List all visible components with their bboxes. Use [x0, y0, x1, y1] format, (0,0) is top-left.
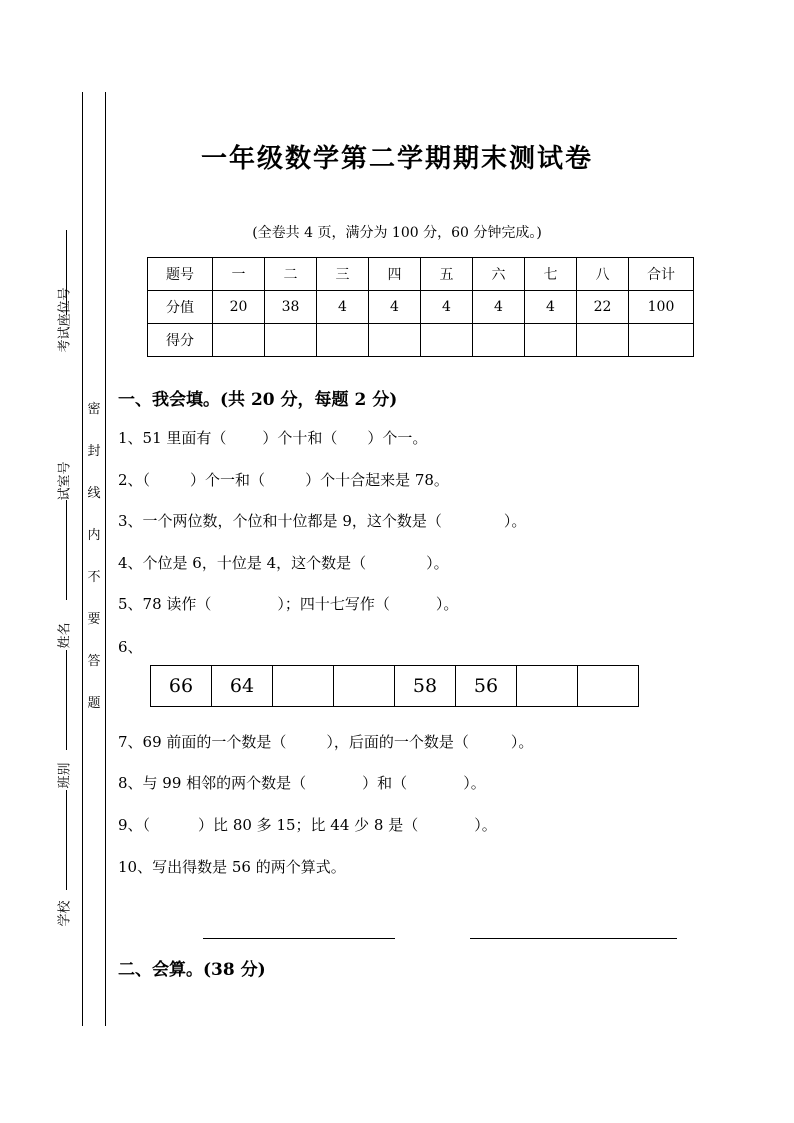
- side-label-class: 班别: [57, 762, 73, 789]
- table-cell: 100: [629, 291, 694, 324]
- table-cell: 38: [265, 291, 317, 324]
- seal-char: 内: [87, 528, 101, 543]
- score-entry-cell[interactable]: [421, 324, 473, 357]
- table-cell: 合计: [629, 258, 694, 291]
- sequence-blank-cell[interactable]: [578, 666, 639, 707]
- table-cell: 六: [473, 258, 525, 291]
- question-text: 4、个位是 6，十位是 4，这个数是（: [118, 554, 367, 572]
- score-entry-cell[interactable]: [629, 324, 694, 357]
- table-cell: 4: [473, 291, 525, 324]
- question-text: 3、一个两位数，个位和十位都是 9，这个数是（: [118, 512, 442, 530]
- sequence-blank-cell[interactable]: [517, 666, 578, 707]
- answer-line[interactable]: [470, 938, 677, 939]
- seal-char: 封: [87, 444, 101, 459]
- question-4: [118, 552, 449, 573]
- question-text: 8、与 99 相邻的两个数是（: [118, 774, 307, 792]
- side-label-name: 姓名: [57, 622, 73, 649]
- question-text: ）。: [510, 733, 534, 751]
- seal-char: 不: [87, 570, 101, 585]
- number-sequence-table: [150, 665, 639, 707]
- sequence-cell: 66: [151, 666, 212, 707]
- question-text: ）。: [463, 774, 486, 792]
- table-row: [148, 258, 694, 291]
- side-label-seat-number: 考试座位号: [57, 287, 73, 353]
- question-3: [118, 510, 526, 531]
- question-text: 7、69 前面的一个数是（: [118, 733, 287, 751]
- score-entry-cell[interactable]: [577, 324, 629, 357]
- side-label-room-number: 试室号: [57, 461, 73, 501]
- sequence-blank-cell[interactable]: [273, 666, 334, 707]
- question-9: [118, 814, 497, 835]
- question-text: ）。: [435, 595, 459, 613]
- sequence-blank-cell[interactable]: [334, 666, 395, 707]
- seal-char: 要: [87, 612, 101, 627]
- score-entry-cell[interactable]: [525, 324, 577, 357]
- question-text: ）个一和（: [190, 471, 266, 489]
- score-entry-cell[interactable]: [369, 324, 421, 357]
- table-cell: 4: [421, 291, 473, 324]
- table-cell: 4: [525, 291, 577, 324]
- table-row: [151, 666, 639, 707]
- question-text: ）比 80 多 15；比 44 少 8 是（: [198, 816, 419, 834]
- room-number-underline: [66, 500, 67, 600]
- score-entry-cell[interactable]: [317, 324, 369, 357]
- table-cell: 三: [317, 258, 369, 291]
- seat-number-underline: [66, 230, 67, 315]
- side-label-school: 学校: [57, 900, 73, 927]
- seal-char: 题: [87, 696, 101, 711]
- question-text: ），后面的一个数是（: [326, 733, 469, 751]
- question-text: ）；四十七写作（: [277, 595, 390, 613]
- table-cell: 得分: [148, 324, 213, 357]
- question-7: [118, 731, 533, 752]
- question-text: ）个十和（: [262, 429, 338, 447]
- question-6: 6、: [118, 638, 143, 656]
- section-heading-fill-in: 一、我会填。(共 20 分，每题 2 分): [118, 390, 398, 410]
- seal-char: 答: [87, 654, 101, 669]
- question-text: ）。: [503, 512, 527, 530]
- question-text: 1、51 里面有（: [118, 429, 227, 447]
- page-title: 一年级数学第二学期期末测试卷: [200, 144, 593, 174]
- question-text: ）。: [474, 816, 497, 834]
- question-text: 5、78 读作（: [118, 595, 212, 613]
- sequence-cell: 56: [456, 666, 517, 707]
- table-cell: 八: [577, 258, 629, 291]
- table-cell: 四: [369, 258, 421, 291]
- question-text: ）。: [426, 554, 449, 572]
- score-table: [147, 257, 694, 357]
- seal-char: 线: [87, 486, 101, 501]
- question-text: 9、（: [118, 816, 151, 834]
- question-1: [118, 427, 427, 448]
- question-8: [118, 772, 486, 793]
- seal-char: 密: [87, 402, 101, 417]
- table-cell: 4: [369, 291, 421, 324]
- score-entry-cell[interactable]: [265, 324, 317, 357]
- exam-note: (全卷共 4 页，满分为 100 分，60 分钟完成。): [252, 225, 542, 241]
- table-cell: 七: [525, 258, 577, 291]
- question-text: 2、（: [118, 471, 151, 489]
- class-underline: [66, 790, 67, 890]
- question-2: [118, 469, 449, 490]
- table-cell: 20: [213, 291, 265, 324]
- table-row: [148, 291, 694, 324]
- question-text: ）个十合起来是 78。: [305, 471, 449, 489]
- sequence-cell: 58: [395, 666, 456, 707]
- question-5: [118, 593, 458, 614]
- table-cell: 4: [317, 291, 369, 324]
- table-cell: 分值: [148, 291, 213, 324]
- table-cell: 题号: [148, 258, 213, 291]
- table-cell: 一: [213, 258, 265, 291]
- table-cell: 五: [421, 258, 473, 291]
- table-cell: 二: [265, 258, 317, 291]
- question-10: 10、写出得数是 56 的两个算式。: [118, 858, 346, 876]
- score-entry-cell[interactable]: [473, 324, 525, 357]
- name-underline: [66, 650, 67, 750]
- question-text: ）个一。: [367, 429, 428, 447]
- sequence-cell: 64: [212, 666, 273, 707]
- score-entry-cell[interactable]: [213, 324, 265, 357]
- section-heading-calculate: 二、会算。(38 分): [118, 960, 266, 980]
- table-row: [148, 324, 694, 357]
- question-text: ）和（: [362, 774, 408, 792]
- table-cell: 22: [577, 291, 629, 324]
- answer-line[interactable]: [203, 938, 395, 939]
